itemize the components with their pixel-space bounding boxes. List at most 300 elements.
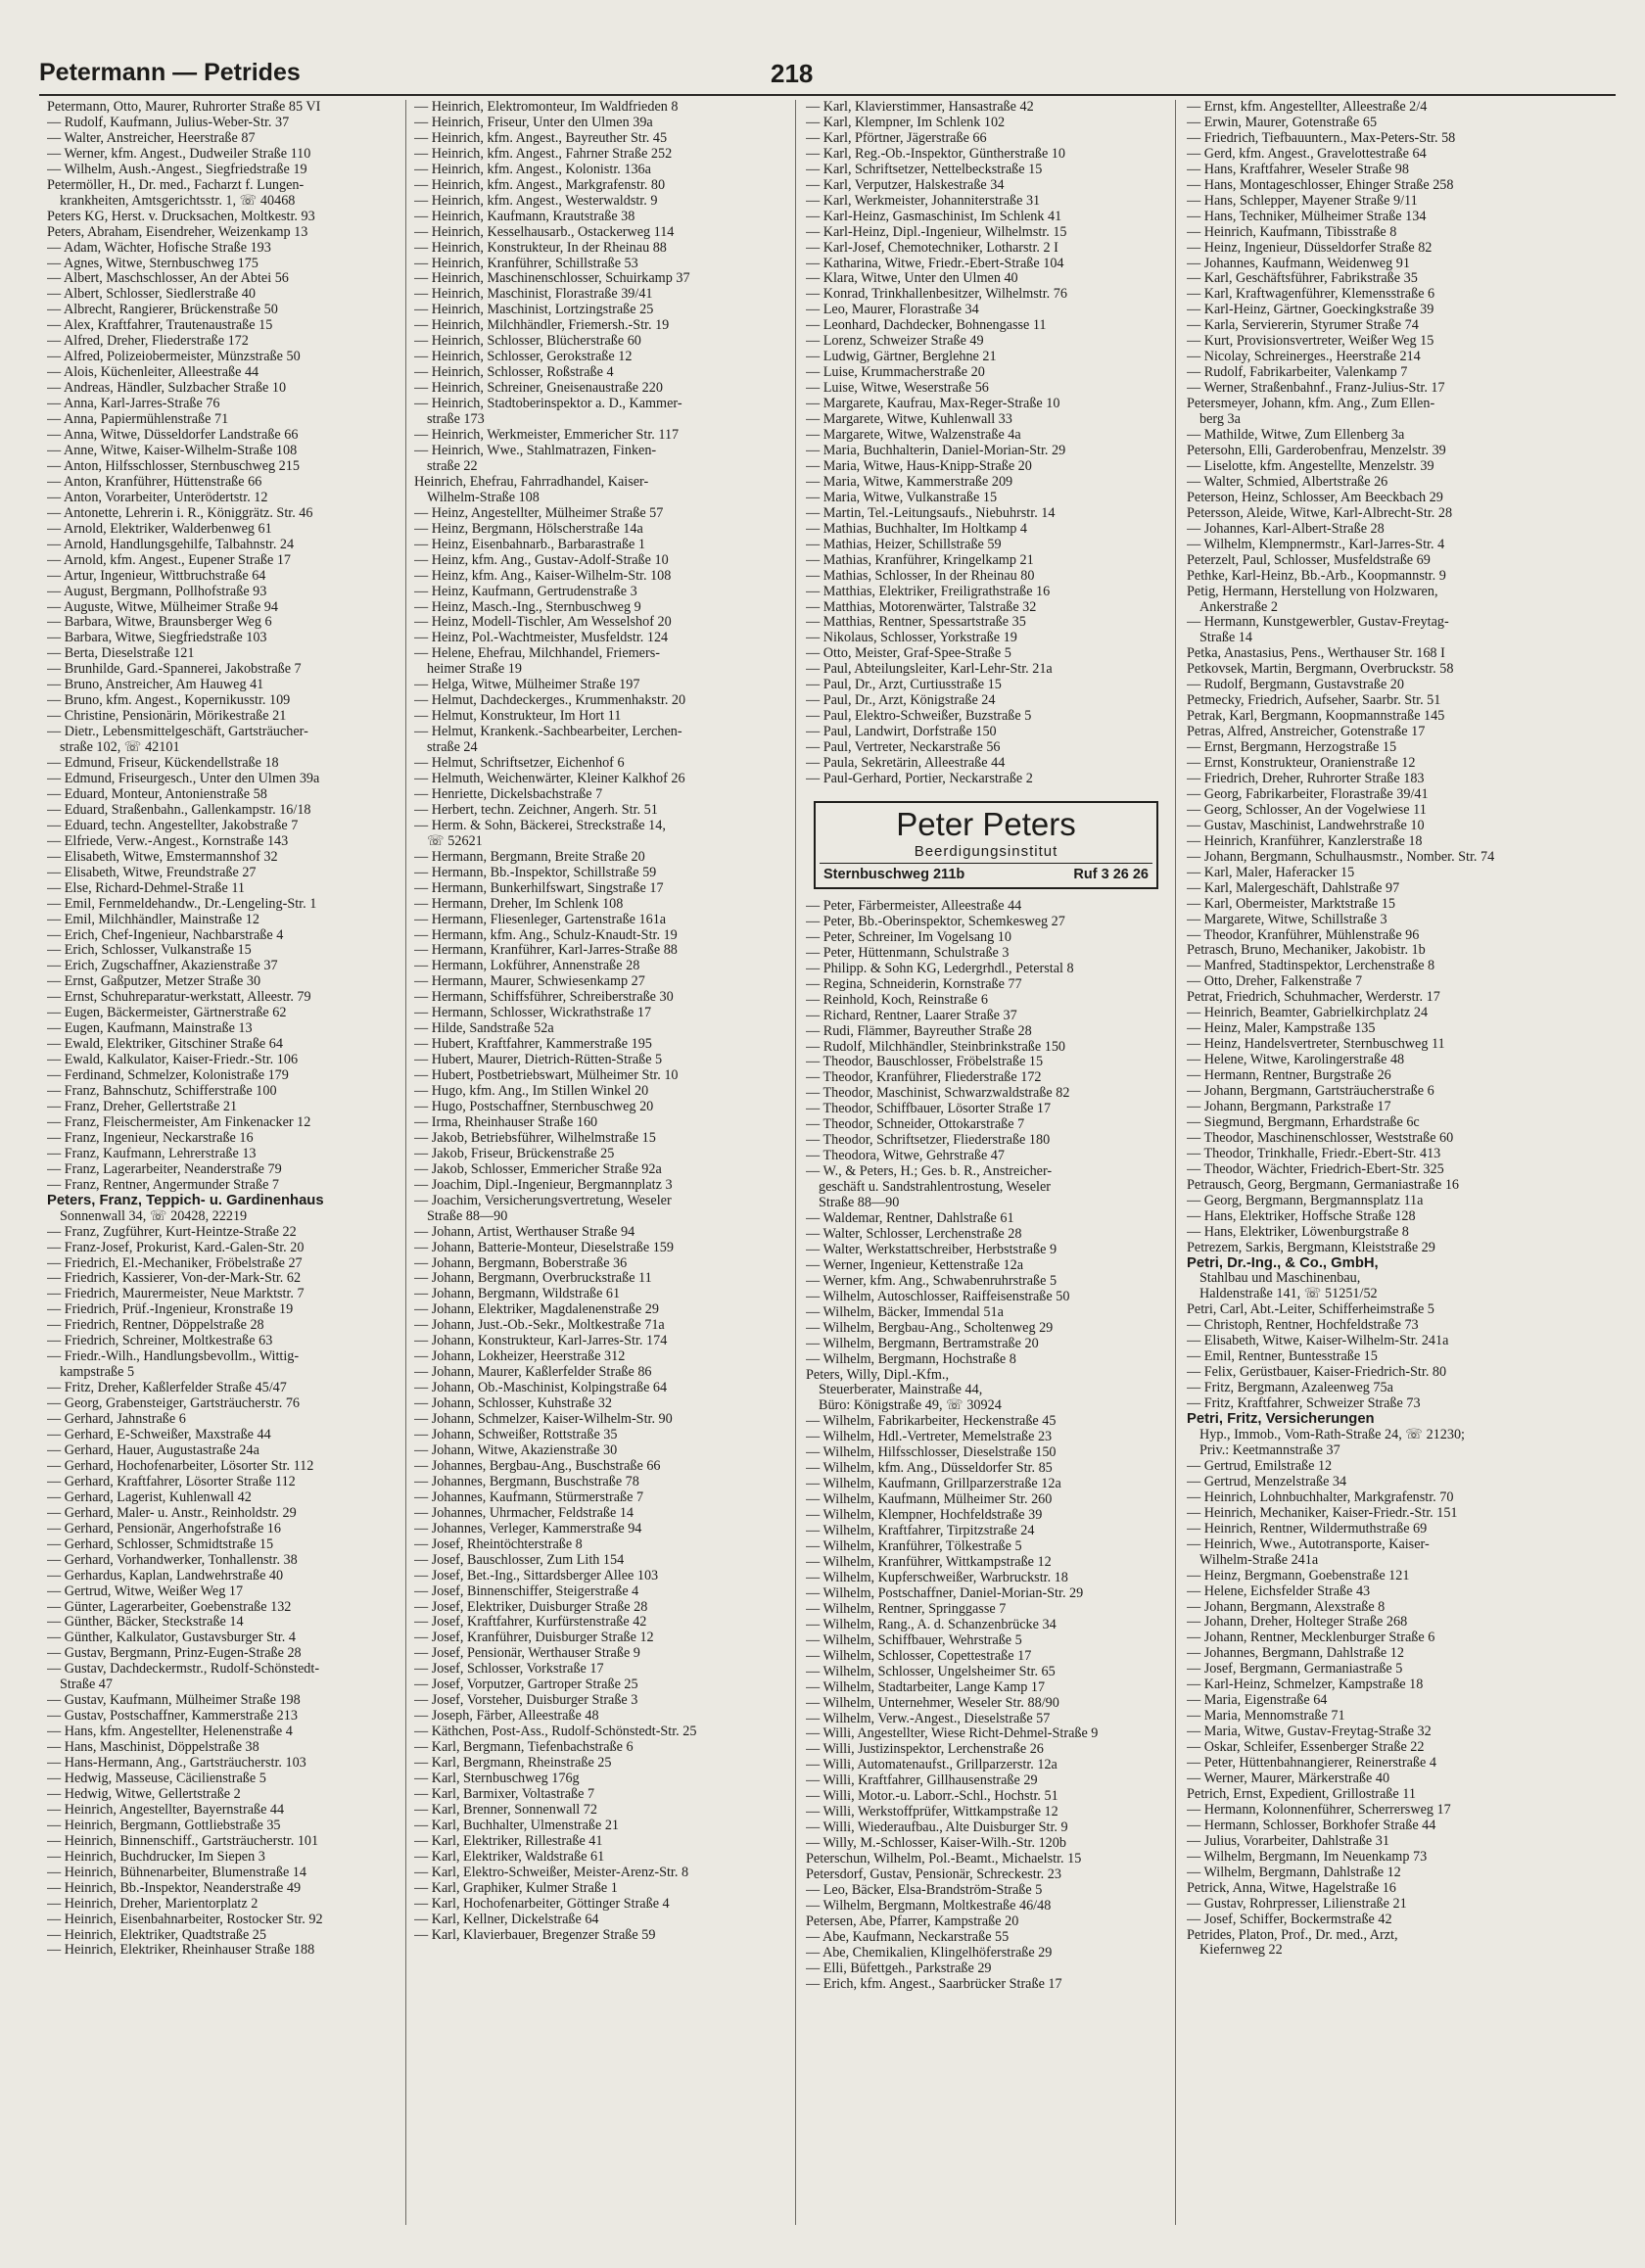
directory-entry: — Johann, Bergmann, Schulhausmstr., Nomber. Str. 74 [1187, 849, 1495, 865]
ad-phone: Ruf 3 26 26 [1073, 866, 1149, 882]
directory-entry: — Heinrich, Mechaniker, Kaiser-Friedr.-Str. 151 [1187, 1505, 1458, 1521]
directory-entry: — Josef, Schlosser, Vorkstraße 17 [414, 1662, 604, 1677]
directory-entry: — Heinz, Eisenbahnarb., Barbarastraße 1 [414, 537, 645, 552]
directory-entry: — Manfred, Stadtinspektor, Lerchenstraße 8 [1187, 959, 1435, 974]
directory-entry: — Georg, Bergmann, Bergmannsplatz 11a [1187, 1193, 1424, 1208]
directory-entry: — Heinrich, Kaufmann, Tibisstraße 8 [1187, 224, 1397, 240]
directory-entry: — Wilhelm, Klempner, Hochfeldstraße 39 [806, 1508, 1043, 1524]
directory-entry: — Johann, Bergmann, Boberstraße 36 [414, 1255, 628, 1271]
directory-entry: — Heinz, Ingenieur, Düsseldorfer Straße 82 [1187, 240, 1433, 256]
directory-entry: — Heinrich, kfm. Angest., Bayreuther Str. 45 [414, 130, 668, 146]
directory-entry: — Margarete, Kaufrau, Max-Reger-Straße 10 [806, 397, 1060, 412]
directory-entry: — Peter, Schreiner, Im Vogelsang 10 [806, 929, 1011, 945]
directory-entry: Straße 47 [60, 1677, 113, 1693]
directory-entry: — Erich, Schlosser, Vulkanstraße 15 [47, 943, 252, 959]
directory-entry: — Mathias, Buchhalter, Im Holtkamp 4 [806, 521, 1027, 537]
directory-entry: — Heinrich, Kranführer, Kanzlerstraße 18 [1187, 833, 1423, 849]
directory-entry: — Alois, Küchenleiter, Alleestraße 44 [47, 365, 259, 381]
directory-entry: — Hermann, Schiffsführer, Schreiberstraße 30 [414, 990, 674, 1006]
directory-entry: — Margarete, Witwe, Walzenstraße 4a [806, 428, 1021, 444]
directory-entry: — Theodor, Maschinist, Schwarzwaldstraße 82 [806, 1086, 1070, 1102]
directory-entry: — Josef, Elektriker, Duisburger Straße 28 [414, 1599, 648, 1615]
directory-entry: geschäft u. Sandstrahlentrostung, Weseler [819, 1180, 1051, 1196]
directory-entry: — Bruno, kfm. Angest., Kopernikusstr. 109 [47, 693, 291, 709]
directory-entry: Petermöller, H., Dr. med., Facharzt f. Lungen- [47, 177, 305, 193]
directory-entry: — Gerhard, Lagerist, Kuhlenwall 42 [47, 1489, 252, 1505]
directory-entry: — Johann, Bergmann, Alexstraße 8 [1187, 1599, 1386, 1615]
directory-entry: — Siegmund, Bergmann, Erhardstraße 6c [1187, 1114, 1420, 1130]
directory-entry: — Leonhard, Dachdecker, Bohnengasse 11 [806, 318, 1047, 334]
directory-entry: kampstraße 5 [60, 1365, 135, 1381]
directory-entry: — Heinrich, Stadtoberinspektor a. D., Kammer- [414, 397, 682, 412]
directory-entry: — Franz, Zugführer, Kurt-Heintze-Straße 22 [47, 1224, 297, 1240]
directory-entry: — Walter, Anstreicher, Heerstraße 87 [47, 130, 256, 146]
directory-entry: — Gerhard, Pensionär, Angerhofstraße 16 [47, 1521, 281, 1536]
directory-entry: — Helmut, Schriftsetzer, Eichenhof 6 [414, 756, 625, 772]
directory-entry: — Ewald, Kalkulator, Kaiser-Friedr.-Str. 106 [47, 1053, 299, 1068]
directory-entry: — Gertrud, Menzelstraße 34 [1187, 1474, 1347, 1489]
directory-entry: — Johann, Batterie-Monteur, Dieselstraße 159 [414, 1240, 674, 1255]
directory-entry: — Nicolay, Schreinerges., Heerstraße 214 [1187, 350, 1421, 365]
directory-entry: — Wilhelm, kfm. Ang., Düsseldorfer Str. 85 [806, 1461, 1053, 1477]
directory-entry: — Gerhard, Schlosser, Schmidtstraße 15 [47, 1536, 274, 1552]
directory-entry: — Heinrich, Werkmeister, Emmericher Str. 117 [414, 428, 680, 444]
directory-entry: — Werner, kfm. Ang., Schwabenruhrstraße 5 [806, 1273, 1058, 1289]
directory-entry: — Heinz, Bergmann, Hölscherstraße 14a [414, 521, 643, 537]
directory-entry: — Werner, Straßenbahnf., Franz-Julius-Str. 17 [1187, 381, 1445, 397]
directory-entry: — Johann, Bergmann, Parkstraße 17 [1187, 1100, 1391, 1114]
directory-entry: — Luise, Krummacherstraße 20 [806, 365, 985, 381]
directory-entry: — Hilde, Sandstraße 52a [414, 1021, 554, 1037]
directory-entry: — Heinrich, Elektromonteur, Im Waldfrieden 8 [414, 100, 679, 115]
directory-entry: — Maria, Buchhalterin, Daniel-Morian-Str. 29 [806, 443, 1066, 458]
directory-entry: Hyp., Immob., Vom-Rath-Straße 24, ☏ 21230; [1199, 1428, 1466, 1443]
directory-entry: — Walter, Schlosser, Lerchenstraße 28 [806, 1226, 1022, 1242]
directory-entry: — Josef, Bergmann, Germaniastraße 5 [1187, 1662, 1403, 1677]
directory-entry: — Wilhelm, Aush.-Angest., Siegfriedstraße 19 [47, 162, 307, 177]
directory-entry: — Karl-Heinz, Gärtner, Goeckingkstraße 39 [1187, 303, 1434, 318]
directory-entry: — Gerd, kfm. Angest., Gravelottestraße 64 [1187, 146, 1427, 162]
directory-entry: — Eugen, Bäckermeister, Gärtnerstraße 62 [47, 1006, 287, 1021]
directory-entry: — Abe, Chemikalien, Klingelhöferstraße 29 [806, 1945, 1053, 1961]
directory-entry: — Johannes, Bergmann, Dahlstraße 12 [1187, 1646, 1404, 1662]
directory-entry: — Hermann, kfm. Ang., Schulz-Knaudt-Str. 19 [414, 927, 678, 943]
directory-entry: — Helga, Witwe, Mülheimer Straße 197 [414, 678, 640, 693]
directory-entry: — Franz, Lagerarbeiter, Neanderstraße 79 [47, 1161, 282, 1177]
directory-entry: — Werner, Maurer, Märkerstraße 40 [1187, 1771, 1390, 1786]
directory-column-1 [47, 100, 429, 1959]
directory-entry: — Anna, Karl-Jarres-Straße 76 [47, 397, 220, 412]
directory-entry: — Hermann, Schlosser, Borkhofer Straße 44 [1187, 1818, 1436, 1833]
directory-entry: — Matthias, Motorenwärter, Talstraße 32 [806, 599, 1037, 615]
directory-entry: — Johann, Ob.-Maschinist, Kolpingstraße 64 [414, 1381, 668, 1396]
directory-entry: — Anton, Kranführer, Hüttenstraße 66 [47, 474, 262, 490]
directory-entry: — Rudi, Flämmer, Bayreuther Straße 28 [806, 1023, 1032, 1039]
directory-entry: — Hermann, Kunstgewerbler, Gustav-Freytag- [1187, 615, 1449, 631]
directory-entry: — Hermann, Dreher, Im Schlenk 108 [414, 896, 624, 912]
directory-entry: — Ernst, Gaßputzer, Metzer Straße 30 [47, 974, 261, 990]
directory-entry: — Gerhard, Jahnstraße 6 [47, 1412, 186, 1428]
directory-entry: — Agnes, Witwe, Sternbuschweg 175 [47, 256, 258, 271]
directory-entry: — Wilhelm, Bergmann, Dahlstraße 12 [1187, 1865, 1401, 1880]
directory-entry: — Heinrich, kfm. Angest., Westerwaldstr. 9 [414, 193, 658, 209]
directory-entry: — Theodor, Bauschlosser, Fröbelstraße 15 [806, 1055, 1044, 1070]
directory-entry: — Leo, Maurer, Florastraße 34 [806, 303, 979, 318]
ad-company-name: Peter Peters [896, 805, 1076, 842]
directory-entry: — Johann, Bergmann, Wildstraße 61 [414, 1287, 621, 1302]
directory-entry: — Willi, Angestellter, Wiese Richt-Dehmel-Straße 9 [806, 1726, 1099, 1742]
page-header [39, 59, 1616, 92]
directory-entry: — Heinrich, Beamter, Gabrielkirchplatz 24 [1187, 1006, 1429, 1021]
directory-entry: — Josef, Kraftfahrer, Kurfürstenstraße 42 [414, 1615, 647, 1630]
directory-entry: straße 173 [427, 412, 485, 428]
directory-entry: — Gerhard, E-Schweißer, Maxstraße 44 [47, 1428, 271, 1443]
directory-entry: — Hugo, kfm. Ang., Im Stillen Winkel 20 [414, 1084, 649, 1100]
directory-entry: — Josef, Binnenschiffer, Steigerstraße 4 [414, 1583, 639, 1599]
ad-subtitle: Beerdigungsinstitut [914, 842, 1058, 860]
directory-entry: — Johann, Witwe, Akazienstraße 30 [414, 1442, 618, 1458]
funeral-home-advertisement [814, 801, 1158, 889]
directory-entry: — Heinz, Maler, Kampstraße 135 [1187, 1021, 1376, 1037]
directory-entry: — Heinrich, Maschinenschlosser, Schuirkamp 37 [414, 271, 690, 287]
directory-entry: heimer Straße 19 [427, 662, 522, 678]
directory-entry: — Barbara, Witwe, Braunsberger Weg 6 [47, 615, 272, 631]
directory-entry: — Wilhelm, Bergmann, Moltkestraße 46/48 [806, 1898, 1052, 1914]
directory-entry: — Wilhelm, Unternehmer, Weseler Str. 88/90 [806, 1695, 1059, 1711]
directory-entry: Peters KG, Herst. v. Drucksachen, Moltkestr. 93 [47, 209, 315, 224]
directory-entry: — Hermann, Schlosser, Wickrathstraße 17 [414, 1006, 652, 1021]
directory-entry: — Johann, Rentner, Mecklenburger Straße 6 [1187, 1630, 1435, 1646]
directory-entry: — Paul-Gerhard, Portier, Neckarstraße 2 [806, 771, 1033, 786]
directory-entry: — Franz-Josef, Prokurist, Kard.-Galen-Str. 20 [47, 1240, 305, 1255]
directory-entry: — Konrad, Trinkhallenbesitzer, Wilhelmstr. 76 [806, 287, 1067, 303]
directory-entry: — Hermann, Maurer, Schwiesenkamp 27 [414, 974, 645, 990]
directory-entry: — Josef, Kranführer, Duisburger Straße 12 [414, 1630, 654, 1646]
directory-entry: — Ferdinand, Schmelzer, Kolonistraße 179 [47, 1068, 289, 1084]
directory-entry: — Heinz, Modell-Tischler, Am Wesselshof 20 [414, 615, 672, 631]
directory-entry: — Heinrich, Bühnenarbeiter, Blumenstraße 14 [47, 1865, 306, 1880]
directory-entry: — Wilhelm, Kaufmann, Grillparzerstraße 12a [806, 1477, 1061, 1492]
directory-entry: — Karl-Heinz, Dipl.-Ingenieur, Wilhelmstr. 15 [806, 224, 1067, 240]
directory-entry: — Albert, Schlosser, Siedlerstraße 40 [47, 287, 256, 303]
directory-entry: — Heinrich, Bergmann, Gottliebstraße 35 [47, 1818, 281, 1833]
directory-entry: — Werner, kfm. Angest., Dudweiler Straße 110 [47, 146, 311, 162]
directory-entry: — Wilhelm, Bergmann, Im Neuenkamp 73 [1187, 1849, 1428, 1865]
directory-entry: — Regina, Schneiderin, Kornstraße 77 [806, 976, 1022, 992]
directory-entry: Petri, Fritz, Versicherungen [1187, 1412, 1375, 1428]
directory-entry: — Wilhelm, Fabrikarbeiter, Heckenstraße 45 [806, 1414, 1057, 1430]
directory-entry: — Christoph, Rentner, Hochfeldstraße 73 [1187, 1318, 1419, 1334]
directory-entry: — Wilhelm, Kraftfahrer, Tirpitzstraße 24 [806, 1524, 1035, 1539]
directory-entry: — Klara, Witwe, Unter den Ulmen 40 [806, 271, 1018, 287]
directory-entry: — Wilhelm, Kaufmann, Mülheimer Str. 260 [806, 1492, 1053, 1508]
directory-entry: — Luise, Witwe, Weserstraße 56 [806, 381, 989, 397]
directory-entry: — Arnold, kfm. Angest., Eupener Straße 17 [47, 552, 292, 568]
directory-entry: — Mathilde, Witwe, Zum Ellenberg 3a [1187, 428, 1405, 444]
directory-entry: — Anne, Witwe, Kaiser-Wilhelm-Straße 108 [47, 443, 298, 458]
directory-entry: — Heinrich, Elektriker, Quadtstraße 25 [47, 1927, 266, 1943]
directory-entry: — Wilhelm, Schiffbauer, Wehrstraße 5 [806, 1632, 1022, 1648]
directory-entry: — Anton, Hilfsschlosser, Sternbuschweg 215 [47, 458, 300, 474]
directory-entry: — Karl, Maler, Haferacker 15 [1187, 865, 1355, 880]
directory-entry: — Artur, Ingenieur, Wittbruchstraße 64 [47, 568, 266, 584]
directory-entry: — Karl, Kraftwagenführer, Klemensstraße 6 [1187, 287, 1435, 303]
directory-entry: — Willi, Justizinspektor, Lerchenstraße 26 [806, 1742, 1044, 1758]
directory-entry: Straße 88—90 [427, 1208, 508, 1224]
directory-entry: — Peter, Hüttenbahnangierer, Reinerstraße 4 [1187, 1756, 1436, 1772]
directory-entry: Büro: Königstraße 49, ☏ 30924 [819, 1398, 1002, 1414]
directory-entry: — Andreas, Händler, Sulzbacher Straße 10 [47, 381, 287, 397]
directory-entry: — Adam, Wächter, Hofische Straße 193 [47, 240, 271, 256]
directory-entry: Peters, Willy, Dipl.-Kfm., [806, 1367, 950, 1383]
directory-entry: — Edmund, Friseurgesch., Unter den Ulmen 39a [47, 771, 320, 786]
directory-entry: — Franz, Rentner, Angermunder Straße 7 [47, 1177, 280, 1193]
directory-entry: Straße 88—90 [819, 1196, 900, 1211]
directory-entry: — Wilhelm, Rentner, Springgasse 7 [806, 1601, 1007, 1617]
directory-entry: berg 3a [1199, 412, 1241, 428]
directory-entry: — Wilhelm, Hdl.-Vertreter, Memelstraße 23 [806, 1430, 1053, 1445]
ad-address: Sternbuschweg 211b [823, 866, 965, 882]
directory-entry: — Matthias, Elektriker, Freiligrathstraße 16 [806, 584, 1051, 599]
directory-entry: — Willy, M.-Schlosser, Kaiser-Wilh.-Str. 120b [806, 1836, 1066, 1852]
directory-entry: — Gustav, Rohrpresser, Lilienstraße 21 [1187, 1896, 1407, 1912]
directory-entry: — Anna, Witwe, Düsseldorfer Landstraße 66 [47, 428, 299, 444]
directory-entry: — Heinrich, Elektriker, Rheinhauser Straße 188 [47, 1943, 315, 1959]
directory-entry: — Alfred, Polizeiobermeister, Münzstraße 50 [47, 350, 301, 365]
directory-entry: — Hermann, Kranführer, Karl-Jarres-Straße 88 [414, 943, 678, 959]
directory-entry: — Wilhelm, Kranführer, Tölkestraße 5 [806, 1539, 1022, 1555]
directory-column-3 [806, 100, 1188, 1993]
directory-entry: — Johannes, Uhrmacher, Feldstraße 14 [414, 1505, 634, 1521]
directory-entry: — Josef, Vorputzer, Gartroper Straße 25 [414, 1677, 638, 1693]
directory-entry: — Heinrich, Maschinist, Lortzingstraße 25 [414, 303, 654, 318]
directory-entry: — Georg, Fabrikarbeiter, Florastraße 39/41 [1187, 786, 1429, 802]
directory-entry: — Ernst, Schuhreparatur-werkstatt, Alleestr. 79 [47, 990, 311, 1006]
directory-entry: — Kurt, Provisionsvertreter, Weißer Weg 15 [1187, 334, 1434, 350]
directory-entry: — Günther, Bäcker, Steckstraße 14 [47, 1615, 244, 1630]
directory-entry: Petersen, Abe, Pfarrer, Kampstraße 20 [806, 1914, 1019, 1929]
directory-entry: — Karl-Josef, Chemotechniker, Lotharstr. 2 I [806, 240, 1058, 256]
directory-entry: — Gustav, Dachdeckermstr., Rudolf-Schönstedt- [47, 1662, 320, 1677]
directory-entry: straße 22 [427, 458, 478, 474]
directory-entry: — Johannes, Bergmann, Buschstraße 78 [414, 1474, 639, 1489]
directory-entry: — Heinrich, Schlosser, Gerokstraße 12 [414, 350, 633, 365]
directory-entry: — Erwin, Maurer, Gotenstraße 65 [1187, 115, 1378, 130]
directory-entry: — Karl, Hochofenarbeiter, Göttinger Straße 4 [414, 1896, 670, 1912]
directory-entry: — Josef, Vorsteher, Duisburger Straße 3 [414, 1693, 638, 1709]
directory-entry: — Hans, kfm. Angestellter, Helenenstraße 4 [47, 1725, 293, 1740]
directory-entry: — Heinz, kfm. Ang., Gustav-Adolf-Straße 10 [414, 552, 669, 568]
directory-entry: Petrides, Platon, Prof., Dr. med., Arzt, [1187, 1927, 1398, 1943]
directory-entry: — Ernst, Bergmann, Herzogstraße 15 [1187, 740, 1397, 756]
directory-entry: — Wilhelm, Schlosser, Copettestraße 17 [806, 1648, 1032, 1664]
directory-entry: — Gerhard, Kraftfahrer, Lösorter Straße 112 [47, 1474, 296, 1489]
directory-entry: — Heinrich, Rentner, Wildermuthstraße 69 [1187, 1521, 1428, 1536]
directory-entry: — Gerhardus, Kaplan, Landwehrstraße 40 [47, 1568, 284, 1583]
directory-entry: — Heinz, Pol.-Wachtmeister, Musfeldstr. 124 [414, 631, 669, 646]
directory-entry: — Theodor, Schriftsetzer, Fliederstraße 180 [806, 1133, 1051, 1149]
directory-entry: — Maria, Witwe, Vulkanstraße 15 [806, 490, 998, 505]
directory-entry: — Bruno, Anstreicher, Am Hauweg 41 [47, 678, 264, 693]
directory-entry: Petersmeyer, Johann, kfm. Ang., Zum Ellen- [1187, 397, 1435, 412]
directory-entry: — Paul, Abteilungsleiter, Karl-Lehr-Str. 21a [806, 662, 1053, 678]
directory-entry: — Otto, Meister, Graf-Spee-Straße 5 [806, 646, 1011, 662]
directory-entry: — Johann, Just.-Ob.-Sekr., Moltkestraße 71a [414, 1318, 665, 1334]
directory-entry: — Karl, Elektriker, Waldstraße 61 [414, 1849, 605, 1865]
directory-entry: — Karl, Klempner, Im Schlenk 102 [806, 115, 1006, 130]
directory-entry: — Wilhelm, Postschaffner, Daniel-Morian-Str. 29 [806, 1585, 1084, 1601]
directory-entry: — Antonette, Lehrerin i. R., Königgrätz. Str. 46 [47, 505, 313, 521]
directory-entry: — Hans, Kraftfahrer, Weseler Straße 98 [1187, 162, 1409, 177]
directory-entry: — Dietr., Lebensmittelgeschäft, Gartsträucher- [47, 725, 308, 740]
directory-entry: — Friedrich, Prüf.-Ingenieur, Kronstraße 19 [47, 1302, 294, 1318]
directory-entry: — Karl, Klavierstimmer, Hansastraße 42 [806, 100, 1034, 115]
directory-entry: — Hubert, Kraftfahrer, Kammerstraße 195 [414, 1037, 652, 1053]
directory-entry: — Theodor, Schiffbauer, Lösorter Straße 17 [806, 1102, 1052, 1117]
directory-entry: — Heinz, Masch.-Ing., Sternbuschweg 9 [414, 599, 641, 615]
directory-entry: — Rudolf, Milchhändler, Steinbrinkstraße 150 [806, 1039, 1066, 1055]
directory-entry: — Hans, Montageschlosser, Ehinger Straße 258 [1187, 177, 1454, 193]
directory-entry: — Liselotte, kfm. Angestellte, Menzelstr. 39 [1187, 458, 1434, 474]
directory-entry: — Joseph, Färber, Alleestraße 48 [414, 1709, 599, 1725]
directory-entry: — Matthias, Rentner, Spessartstraße 35 [806, 615, 1026, 631]
directory-entry: — Georg, Schlosser, An der Vogelwiese 11 [1187, 802, 1427, 818]
directory-entry: — Josef, Rheintöchterstraße 8 [414, 1536, 583, 1552]
directory-entry: — Johann, Bergmann, Gartsträucherstraße 6 [1187, 1084, 1434, 1100]
directory-entry: — Heinrich, Konstrukteur, In der Rheinau 88 [414, 240, 667, 256]
directory-entry: — Wilhelm, Rang., A. d. Schanzenbrücke 34 [806, 1617, 1057, 1632]
directory-entry: — Franz, Fleischermeister, Am Finkenacker 12 [47, 1114, 311, 1130]
directory-entry: — Günther, Kalkulator, Gustavsburger Str. 4 [47, 1630, 296, 1646]
directory-entry: — Josef, Bet.-Ing., Sittardsberger Allee 103 [414, 1568, 659, 1583]
directory-entry: — Maria, Witwe, Haus-Knipp-Straße 20 [806, 458, 1032, 474]
directory-entry: — Hedwig, Masseuse, Cäcilienstraße 5 [47, 1771, 266, 1786]
directory-entry: — Friedrich, Schreiner, Moltkestraße 63 [47, 1334, 273, 1349]
directory-entry: — Gertrud, Emilstraße 12 [1187, 1458, 1333, 1474]
directory-entry: — Reinhold, Koch, Reinstraße 6 [806, 992, 988, 1008]
directory-entry: — Karl, Kellner, Dickelstraße 64 [414, 1912, 599, 1927]
directory-entry: — Wilhelm, Bergbau-Ang., Scholtenweg 29 [806, 1320, 1054, 1336]
directory-entry: — Margarete, Witwe, Kuhlenwall 33 [806, 412, 1012, 428]
directory-entry: — Karl, Elektro-Schweißer, Meister-Arenz-Str. 8 [414, 1865, 689, 1880]
directory-entry: — Oskar, Schleifer, Essenberger Straße 22 [1187, 1740, 1425, 1756]
directory-entry: Ankerstraße 2 [1199, 599, 1278, 615]
directory-entry: — Karl, Bergmann, Tiefenbachstraße 6 [414, 1740, 634, 1756]
directory-entry: Petkovsek, Martin, Bergmann, Overbruckstr. 58 [1187, 662, 1454, 678]
directory-entry: — Hans, Elektriker, Hoffsche Straße 128 [1187, 1208, 1416, 1224]
directory-entry: — Helmut, Dachdeckerges., Krummenhakstr. 20 [414, 693, 686, 709]
directory-entry: krankheiten, Amtsgerichtsstr. 1, ☏ 40468 [60, 193, 296, 209]
directory-entry: — Berta, Dieselstraße 121 [47, 646, 195, 662]
directory-entry: Petrak, Karl, Bergmann, Koopmannstraße 145 [1187, 709, 1445, 725]
directory-entry: — Erich, Zugschaffner, Akazienstraße 37 [47, 959, 278, 974]
directory-entry: — Paul, Elektro-Schweißer, Buzstraße 5 [806, 709, 1032, 725]
directory-entry: — Johannes, Kaufmann, Weidenweg 91 [1187, 256, 1410, 271]
directory-entry: — Hubert, Maurer, Dietrich-Rütten-Straße 5 [414, 1053, 663, 1068]
directory-entry: Petersson, Aleide, Witwe, Karl-Albrecht-Str. 28 [1187, 505, 1453, 521]
directory-entry: — Elfriede, Verw.-Angest., Kornstraße 143 [47, 833, 289, 849]
directory-entry: — Helene, Ehefrau, Milchhandel, Friemers- [414, 646, 660, 662]
directory-entry: — Theodor, Kranführer, Mühlenstraße 96 [1187, 927, 1420, 943]
directory-entry: Pethke, Karl-Heinz, Bb.-Arb., Koopmannstr. 9 [1187, 568, 1446, 584]
directory-entry: — Albrecht, Rangierer, Brückenstraße 50 [47, 303, 278, 318]
directory-entry: — Karl, Brenner, Sonnenwall 72 [414, 1802, 597, 1818]
directory-entry: — Johann, Bergmann, Overbruckstraße 11 [414, 1271, 652, 1287]
directory-entry: Petrasch, Bruno, Mechaniker, Jakobistr. 1b [1187, 943, 1426, 959]
directory-entry: — Wilhelm, Bäcker, Immendal 51a [806, 1304, 1004, 1320]
directory-entry: Wilhelm-Straße 241a [1199, 1552, 1319, 1568]
directory-entry: straße 24 [427, 740, 478, 756]
directory-entry: — Philipp. & Sohn KG, Ledergrhdl., Peterstal 8 [806, 961, 1074, 976]
directory-entry: — Abe, Kaufmann, Neckarstraße 55 [806, 1929, 1010, 1945]
directory-entry: — Elli, Büfettgeh., Parkstraße 29 [806, 1961, 992, 1976]
header-rule [39, 94, 1616, 96]
directory-entry: — Fritz, Dreher, Kaßlerfelder Straße 45/47 [47, 1381, 287, 1396]
directory-entry: — Anna, Papiermühlenstraße 71 [47, 412, 229, 428]
directory-entry: — Karl, Barmixer, Voltastraße 7 [414, 1786, 595, 1802]
directory-entry: — Friedrich, Rentner, Döppelstraße 28 [47, 1318, 264, 1334]
directory-entry: — Paul, Dr., Arzt, Curtiusstraße 15 [806, 678, 1002, 693]
directory-entry: — Johann, Lokheizer, Heerstraße 312 [414, 1349, 626, 1365]
directory-entry: — Willi, Automatenaufst., Grillparzerstr. 12a [806, 1758, 1058, 1773]
directory-entry: — Friedrich, Kassierer, Von-der-Mark-Str. 62 [47, 1271, 302, 1287]
directory-entry: — Karl-Heinz, Schmelzer, Kampstraße 18 [1187, 1677, 1424, 1693]
directory-entry: — Willi, Wiederaufbau., Alte Duisburger Str. 9 [806, 1820, 1068, 1836]
directory-entry: — Paul, Landwirt, Dorfstraße 150 [806, 725, 997, 740]
directory-entry: — Theodor, Kranführer, Fliederstraße 172 [806, 1070, 1042, 1086]
directory-entry: — Irma, Rheinhauser Straße 160 [414, 1114, 598, 1130]
directory-entry: — Hermann, Bunkerhilfswart, Singstraße 17 [414, 880, 664, 896]
directory-entry: Petras, Alfred, Anstreicher, Gotenstraße 17 [1187, 725, 1426, 740]
directory-entry: — Gustav, Kaufmann, Mülheimer Straße 198 [47, 1693, 301, 1709]
directory-entry: Petrezem, Sarkis, Bergmann, Kleiststraße 29 [1187, 1240, 1435, 1255]
directory-entry: — Johann, Dreher, Holteger Straße 268 [1187, 1615, 1408, 1630]
directory-entry: Petersohn, Elli, Garderobenfrau, Menzelstr. 39 [1187, 443, 1446, 458]
directory-entry: — Friedrich, Dreher, Ruhrorter Straße 183 [1187, 771, 1425, 786]
directory-entry: — Auguste, Witwe, Mülheimer Straße 94 [47, 599, 278, 615]
directory-entry: Petrat, Friedrich, Schuhmacher, Werderstr. 17 [1187, 990, 1440, 1006]
directory-entry: Petrich, Ernst, Expedient, Grillostraße 11 [1187, 1786, 1416, 1802]
directory-entry: — Hans-Hermann, Ang., Gartsträucherstr. 103 [47, 1756, 306, 1772]
directory-entry: — Wilhelm, Stadtarbeiter, Lange Kamp 17 [806, 1679, 1046, 1695]
directory-entry: — Friedrich, Maurermeister, Neue Marktstr. 7 [47, 1287, 305, 1302]
directory-entry: — Theodor, Trinkhalle, Friedr.-Ebert-Str. 413 [1187, 1146, 1441, 1161]
directory-entry: — Karl, Malergeschäft, Dahlstraße 97 [1187, 880, 1400, 896]
ad-contact-row [820, 867, 1152, 883]
directory-entry: — Wilhelm, Verw.-Angest., Dieselstraße 57 [806, 1711, 1051, 1726]
directory-entry: — Richard, Rentner, Laarer Straße 37 [806, 1008, 1017, 1023]
directory-entry: — Hermann, Lokführer, Annenstraße 28 [414, 959, 640, 974]
directory-entry: straße 102, ☏ 42101 [60, 740, 180, 756]
directory-entry: — Karl, Reg.-Ob.-Inspektor, Güntherstraße 10 [806, 146, 1065, 162]
directory-entry: — Gertrud, Witwe, Weißer Weg 17 [47, 1583, 244, 1599]
directory-entry: — Peter, Hüttenmann, Schulstraße 3 [806, 945, 1010, 961]
directory-entry: — Gerhard, Hauer, Augustastraße 24a [47, 1442, 259, 1458]
directory-entry: — Alex, Kraftfahrer, Trautenaustraße 15 [47, 318, 273, 334]
directory-entry: — Peter, Bb.-Oberinspektor, Schemkesweg 27 [806, 914, 1065, 929]
directory-entry: — Heinrich, Wwe., Autotransporte, Kaiser- [1187, 1536, 1430, 1552]
directory-entry: Peterson, Heinz, Schlosser, Am Beeckbach 29 [1187, 490, 1443, 505]
directory-entry: — Joachim, Dipl.-Ingenieur, Bergmannplatz 3 [414, 1177, 673, 1193]
directory-entry: — Heinrich, Kranführer, Schillstraße 53 [414, 256, 638, 271]
directory-entry: Straße 14 [1199, 631, 1252, 646]
directory-entry: — Katharina, Witwe, Friedr.-Ebert-Straße 104 [806, 256, 1064, 271]
directory-entry: — Karl, Graphiker, Kulmer Straße 1 [414, 1880, 618, 1896]
directory-entry: — Karl, Elektriker, Rillestraße 41 [414, 1833, 603, 1849]
directory-entry: — Eduard, techn. Angestellter, Jakobstraße 7 [47, 818, 299, 833]
directory-entry: — Heinrich, Dreher, Marientorplatz 2 [47, 1896, 258, 1912]
directory-entry: — Johann, Artist, Werthauser Straße 94 [414, 1224, 635, 1240]
